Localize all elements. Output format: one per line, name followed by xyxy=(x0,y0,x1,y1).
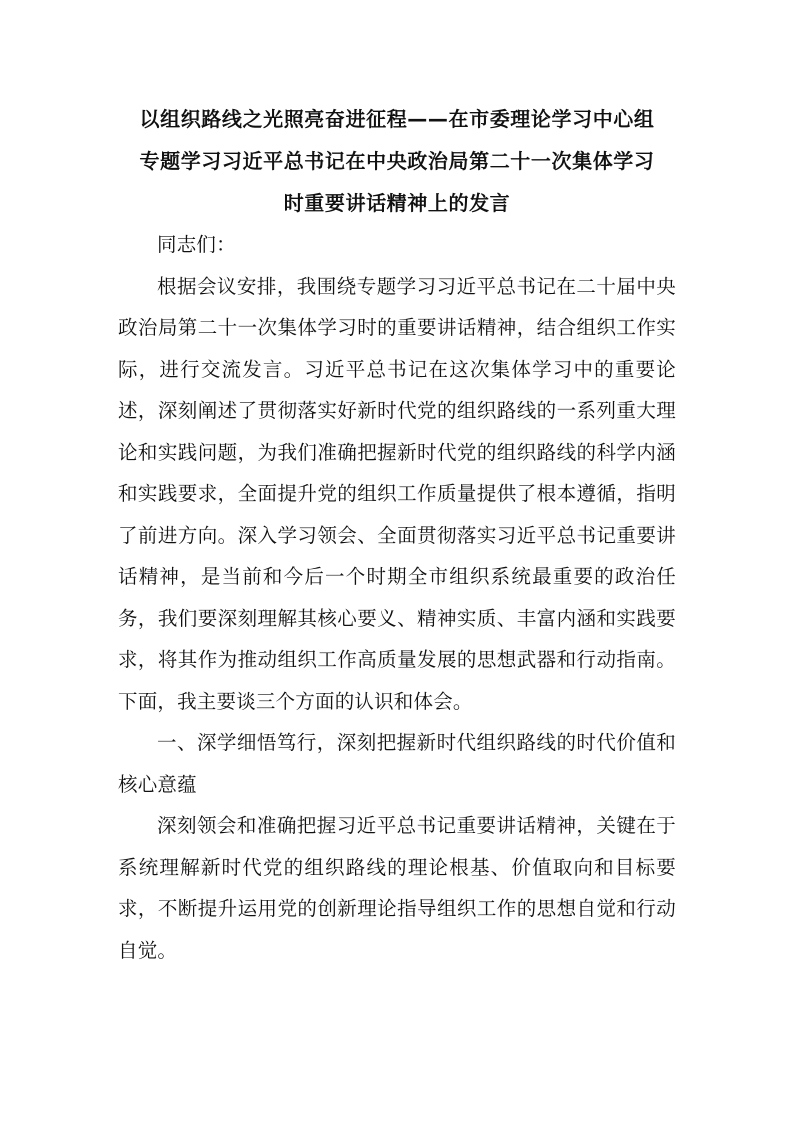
document-title xyxy=(118,98,676,224)
title-line-1: 以组织路线之光照亮奋进征程——在市委理论学习中心组 xyxy=(139,107,655,131)
paragraph-section-1: 深刻领会和准确把握习近平总书记重要讲话精神，关键在于系统理解新时代党的组织路线的理论根基、价值取向和目标要求，不断提升运用党的创新理论指导组织工作的思想自觉和行动自觉。 xyxy=(118,814,676,962)
section-heading-1: 一、深学细悟笃行，深刻把握新时代组织路线的时代价值和核心意蕴 xyxy=(118,731,676,796)
title-line-2: 专题学习习近平总书记在中央政治局第二十一次集体学习 xyxy=(139,149,655,173)
document-body xyxy=(118,224,676,971)
title-line-3: 时重要讲话精神上的发言 xyxy=(283,191,511,215)
salutation: 同志们： xyxy=(157,233,236,256)
paragraph-intro: 根据会议安排，我围绕专题学习习近平总书记在二十届中央政治局第二十一次集体学习时的重要讲话精神，结合组织工作实际，进行交流发言。习近平总书记在这次集体学习中的重要论述，深刻阐述了贯彻落实好新时代党的组织路线的一系列重大理论和实践问题，为我们准确把握新时代党的组织路线的科学内涵和实践要求，全面提升党的组织工作质量提供了根本遵循，指明了前进方向。深入学习领会、全面贯彻落实习近平总书记重要讲话精神，是当前和今后一个时期全市组织系统最重要的政治任务，我们要深刻理解其核心要义、精神实质、丰富内涵和实践要求，将其作为推动组织工作高质量发展的思想武器和行动指南。下面，我主要谈三个方面的认识和体会。 xyxy=(118,274,676,713)
